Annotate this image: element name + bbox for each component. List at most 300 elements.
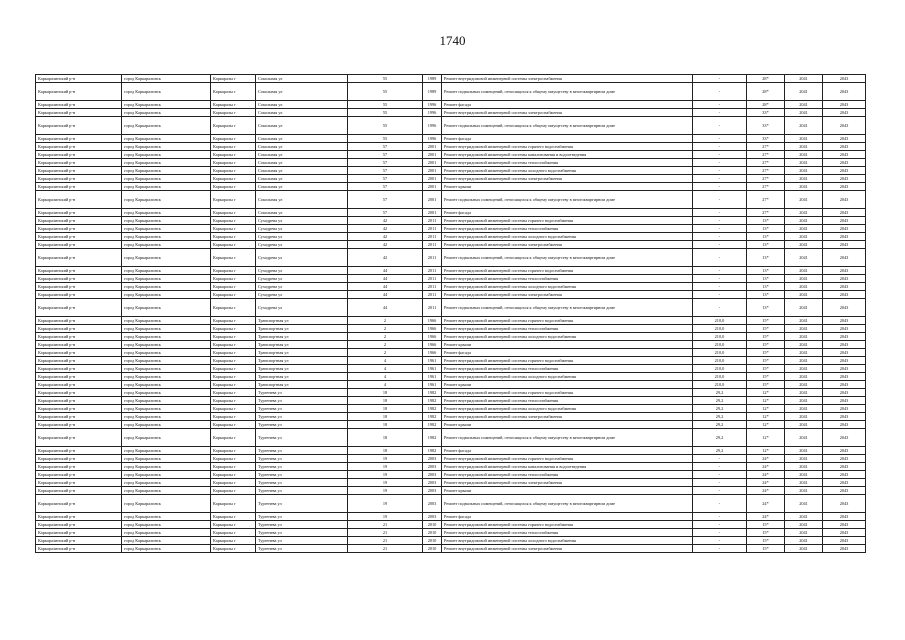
table-row	[36, 471, 866, 479]
cell-locality: город Каркаралинск	[122, 463, 211, 471]
cell-locality: город Каркаралинск	[122, 209, 211, 217]
cell-locality: город Каркаралинск	[122, 455, 211, 463]
cell-house: 55	[348, 109, 423, 117]
cell-city: Каркаралы г	[211, 299, 256, 317]
table-row	[36, 381, 866, 389]
cell-area: -	[693, 241, 747, 249]
cell-locality: город Каркаралинск	[122, 233, 211, 241]
cell-area: 210,0	[693, 333, 747, 341]
cell-work-type: Ремонт внутридомовой инженерной системы канализования и водоотведения	[442, 463, 693, 471]
cell-year: 2001	[423, 191, 442, 209]
cell-district: Каркаралинский р-н	[36, 325, 122, 333]
cell-year-end: 2043	[823, 537, 866, 545]
cell-work-type: Ремонт подвальных помещений, относящихся к общему имуществу в многоквартирном доме	[442, 117, 693, 135]
cell-mark: 12*	[747, 447, 785, 455]
cell-mark: 15*	[747, 381, 785, 389]
cell-year: 2001	[423, 151, 442, 159]
cell-district: Каркаралинский р-н	[36, 283, 122, 291]
cell-year-start: 2041	[785, 217, 823, 225]
table-row	[36, 513, 866, 521]
cell-year-end: 2043	[823, 233, 866, 241]
cell-mark: 24*	[747, 463, 785, 471]
cell-street: Транспортная ул	[256, 333, 348, 341]
cell-city: Каркаралы г	[211, 117, 256, 135]
cell-year: 2011	[423, 299, 442, 317]
cell-year-end: 2043	[823, 209, 866, 217]
cell-house: 21	[348, 521, 423, 529]
table-row	[36, 537, 866, 545]
table-row	[36, 349, 866, 357]
cell-year: 1989	[423, 75, 442, 83]
cell-city: Каркаралы г	[211, 109, 256, 117]
cell-year: 2003	[423, 471, 442, 479]
cell-work-type: Ремонт фасада	[442, 209, 693, 217]
cell-house: 18	[348, 421, 423, 429]
cell-mark: 13*	[747, 225, 785, 233]
table-row	[36, 151, 866, 159]
cell-street: Сокольная ул	[256, 83, 348, 101]
cell-area: -	[693, 135, 747, 143]
cell-locality: город Каркаралинск	[122, 537, 211, 545]
table-row	[36, 167, 866, 175]
cell-year: 2003	[423, 479, 442, 487]
cell-district: Каркаралинский р-н	[36, 341, 122, 349]
cell-locality: город Каркаралинск	[122, 545, 211, 553]
cell-city: Каркаралы г	[211, 537, 256, 545]
cell-street: Транспортная ул	[256, 325, 348, 333]
cell-year-end: 2043	[823, 545, 866, 553]
cell-mark: 15*	[747, 545, 785, 553]
cell-mark: 13*	[747, 291, 785, 299]
table-row	[36, 365, 866, 373]
cell-locality: город Каркаралинск	[122, 373, 211, 381]
cell-area: 210,0	[693, 357, 747, 365]
cell-district: Каркаралинский р-н	[36, 373, 122, 381]
cell-locality: город Каркаралинск	[122, 529, 211, 537]
cell-area: 29,2	[693, 447, 747, 455]
table-row	[36, 397, 866, 405]
cell-year: 1966	[423, 317, 442, 325]
cell-district: Каркаралинский р-н	[36, 357, 122, 365]
cell-city: Каркаралы г	[211, 275, 256, 283]
cell-year: 2011	[423, 217, 442, 225]
cell-locality: город Каркаралинск	[122, 341, 211, 349]
table-row	[36, 405, 866, 413]
cell-district: Каркаралинский р-н	[36, 151, 122, 159]
cell-year: 1996	[423, 109, 442, 117]
table-row	[36, 317, 866, 325]
cell-year-end: 2043	[823, 521, 866, 529]
cell-house: 57	[348, 183, 423, 191]
cell-street: Сокольная ул	[256, 151, 348, 159]
cell-area: 210,0	[693, 317, 747, 325]
cell-house: 18	[348, 413, 423, 421]
cell-year-end: 2043	[823, 283, 866, 291]
cell-locality: город Каркаралинск	[122, 283, 211, 291]
cell-city: Каркаралы г	[211, 283, 256, 291]
table-row	[36, 545, 866, 553]
cell-mark: 12*	[747, 429, 785, 447]
cell-locality: город Каркаралинск	[122, 183, 211, 191]
cell-district: Каркаралинский р-н	[36, 275, 122, 283]
cell-street: Тургенева ул	[256, 413, 348, 421]
cell-house: 2	[348, 349, 423, 357]
cell-house: 57	[348, 175, 423, 183]
cell-year-start: 2041	[785, 75, 823, 83]
table-row	[36, 479, 866, 487]
page-number: 1740	[439, 33, 466, 48]
cell-house: 57	[348, 191, 423, 209]
cell-area: -	[693, 225, 747, 233]
cell-locality: город Каркаралинск	[122, 317, 211, 325]
cell-locality: город Каркаралинск	[122, 151, 211, 159]
cell-mark: 12*	[747, 421, 785, 429]
cell-city: Каркаралы г	[211, 341, 256, 349]
cell-year-start: 2041	[785, 471, 823, 479]
cell-district: Каркаралинский р-н	[36, 101, 122, 109]
cell-street: Тургенева ул	[256, 471, 348, 479]
cell-city: Каркаралы г	[211, 101, 256, 109]
cell-city: Каркаралы г	[211, 183, 256, 191]
cell-locality: город Каркаралинск	[122, 325, 211, 333]
cell-work-type: Ремонт внутридомовой инженерной системы электроснабжения	[442, 413, 693, 421]
cell-house: 57	[348, 143, 423, 151]
cell-district: Каркаралинский р-н	[36, 317, 122, 325]
table-row	[36, 233, 866, 241]
cell-year-end: 2043	[823, 487, 866, 495]
cell-district: Каркаралинский р-н	[36, 249, 122, 267]
cell-locality: город Каркаралинск	[122, 521, 211, 529]
cell-city: Каркаралы г	[211, 241, 256, 249]
cell-area: -	[693, 537, 747, 545]
cell-mark: 33*	[747, 117, 785, 135]
cell-year-start: 2041	[785, 349, 823, 357]
cell-locality: город Каркаралинск	[122, 75, 211, 83]
cell-mark: 33*	[747, 135, 785, 143]
cell-house: 44	[348, 291, 423, 299]
table-row	[36, 333, 866, 341]
cell-mark: 15*	[747, 373, 785, 381]
cell-work-type: Ремонт фасада	[442, 513, 693, 521]
cell-year-start: 2041	[785, 241, 823, 249]
cell-work-type: Ремонт внутридомовой инженерной системы электроснабжения	[442, 479, 693, 487]
cell-locality: город Каркаралинск	[122, 101, 211, 109]
cell-work-type: Ремонт внутридомовой инженерной системы теплоснабжения	[442, 365, 693, 373]
cell-year-start: 2041	[785, 291, 823, 299]
cell-city: Каркаралы г	[211, 487, 256, 495]
cell-year-start: 2041	[785, 447, 823, 455]
cell-locality: город Каркаралинск	[122, 471, 211, 479]
cell-street: Суходрева ул	[256, 283, 348, 291]
cell-district: Каркаралинский р-н	[36, 545, 122, 553]
cell-area: -	[693, 143, 747, 151]
cell-locality: город Каркаралинск	[122, 249, 211, 267]
cell-work-type: Ремонт внутридомовой инженерной системы горячего водоснабжения	[442, 521, 693, 529]
cell-street: Тургенева ул	[256, 463, 348, 471]
cell-street: Тургенева ул	[256, 495, 348, 513]
cell-district: Каркаралинский р-н	[36, 529, 122, 537]
cell-work-type: Ремонт подвальных помещений, относящихся к общему имуществу в многоквартирном доме	[442, 249, 693, 267]
cell-city: Каркаралы г	[211, 333, 256, 341]
cell-locality: город Каркаралинск	[122, 421, 211, 429]
cell-locality: город Каркаралинск	[122, 487, 211, 495]
cell-street: Тургенева ул	[256, 545, 348, 553]
cell-work-type: Ремонт внутридомовой инженерной системы электроснабжения	[442, 241, 693, 249]
cell-year: 1982	[423, 405, 442, 413]
cell-street: Суходрева ул	[256, 233, 348, 241]
cell-year-start: 2041	[785, 537, 823, 545]
cell-street: Суходрева ул	[256, 275, 348, 283]
cell-street: Транспортная ул	[256, 373, 348, 381]
cell-district: Каркаралинский р-н	[36, 117, 122, 135]
cell-area: 210,0	[693, 325, 747, 333]
cell-year: 1982	[423, 397, 442, 405]
cell-area: -	[693, 275, 747, 283]
cell-year-start: 2041	[785, 151, 823, 159]
cell-street: Тургенева ул	[256, 537, 348, 545]
cell-mark: 15*	[747, 365, 785, 373]
cell-year-start: 2041	[785, 225, 823, 233]
cell-year: 2003	[423, 487, 442, 495]
cell-street: Транспортная ул	[256, 317, 348, 325]
cell-street: Тургенева ул	[256, 397, 348, 405]
cell-year-start: 2041	[785, 317, 823, 325]
cell-house: 19	[348, 495, 423, 513]
cell-area: 29,2	[693, 413, 747, 421]
cell-city: Каркаралы г	[211, 373, 256, 381]
cell-city: Каркаралы г	[211, 381, 256, 389]
cell-area: -	[693, 109, 747, 117]
cell-year: 1982	[423, 429, 442, 447]
cell-area: -	[693, 495, 747, 513]
cell-year-end: 2043	[823, 83, 866, 101]
cell-year-start: 2041	[785, 521, 823, 529]
cell-year-end: 2043	[823, 167, 866, 175]
cell-street: Суходрева ул	[256, 267, 348, 275]
cell-house: 2	[348, 341, 423, 349]
cell-locality: город Каркаралинск	[122, 429, 211, 447]
cell-year: 2001	[423, 143, 442, 151]
cell-year-start: 2041	[785, 463, 823, 471]
cell-work-type: Ремонт фасада	[442, 447, 693, 455]
cell-city: Каркаралы г	[211, 447, 256, 455]
cell-street: Сокольная ул	[256, 175, 348, 183]
cell-area: -	[693, 117, 747, 135]
cell-district: Каркаралинский р-н	[36, 209, 122, 217]
cell-district: Каркаралинский р-н	[36, 217, 122, 225]
cell-mark: 12*	[747, 413, 785, 421]
cell-year-start: 2041	[785, 405, 823, 413]
cell-mark: 13*	[747, 217, 785, 225]
cell-year-end: 2043	[823, 267, 866, 275]
cell-street: Суходрева ул	[256, 291, 348, 299]
cell-year: 1982	[423, 421, 442, 429]
cell-year-end: 2043	[823, 317, 866, 325]
cell-year-start: 2041	[785, 283, 823, 291]
cell-city: Каркаралы г	[211, 267, 256, 275]
cell-house: 42	[348, 225, 423, 233]
table-row	[36, 217, 866, 225]
table-row	[36, 191, 866, 209]
cell-city: Каркаралы г	[211, 225, 256, 233]
cell-street: Тургенева ул	[256, 447, 348, 455]
cell-mark: 24*	[747, 495, 785, 513]
cell-year: 1961	[423, 357, 442, 365]
cell-city: Каркаралы г	[211, 135, 256, 143]
cell-area: -	[693, 191, 747, 209]
cell-year-start: 2041	[785, 117, 823, 135]
table-row	[36, 521, 866, 529]
cell-year-start: 2041	[785, 495, 823, 513]
cell-street: Сокольная ул	[256, 135, 348, 143]
cell-work-type: Ремонт подвальных помещений, относящихся к общему имуществу в многоквартирном доме	[442, 429, 693, 447]
cell-year: 2011	[423, 225, 442, 233]
cell-district: Каркаралинский р-н	[36, 413, 122, 421]
table-row	[36, 447, 866, 455]
table-row	[36, 159, 866, 167]
cell-street: Тургенева ул	[256, 421, 348, 429]
cell-mark: 15*	[747, 317, 785, 325]
cell-area: -	[693, 101, 747, 109]
table-row	[36, 325, 866, 333]
cell-district: Каркаралинский р-н	[36, 495, 122, 513]
cell-year-start: 2041	[785, 233, 823, 241]
cell-locality: город Каркаралинск	[122, 495, 211, 513]
cell-city: Каркаралы г	[211, 357, 256, 365]
cell-locality: город Каркаралинск	[122, 167, 211, 175]
cell-city: Каркаралы г	[211, 495, 256, 513]
cell-house: 19	[348, 513, 423, 521]
table-row	[36, 209, 866, 217]
cell-street: Сокольная ул	[256, 183, 348, 191]
cell-locality: город Каркаралинск	[122, 333, 211, 341]
cell-year-end: 2043	[823, 333, 866, 341]
cell-street: Сокольная ул	[256, 167, 348, 175]
cell-mark: 27*	[747, 167, 785, 175]
cell-district: Каркаралинский р-н	[36, 405, 122, 413]
cell-street: Суходрева ул	[256, 299, 348, 317]
cell-house: 18	[348, 429, 423, 447]
cell-city: Каркаралы г	[211, 413, 256, 421]
cell-locality: город Каркаралинск	[122, 405, 211, 413]
cell-year-end: 2043	[823, 183, 866, 191]
cell-district: Каркаралинский р-н	[36, 291, 122, 299]
cell-mark: 27*	[747, 209, 785, 217]
cell-city: Каркаралы г	[211, 455, 256, 463]
cell-city: Каркаралы г	[211, 365, 256, 373]
cell-area: 29,2	[693, 421, 747, 429]
cell-year: 2001	[423, 183, 442, 191]
cell-year-end: 2043	[823, 241, 866, 249]
cell-year-end: 2043	[823, 365, 866, 373]
cell-area: -	[693, 487, 747, 495]
cell-year-end: 2043	[823, 75, 866, 83]
cell-locality: город Каркаралинск	[122, 191, 211, 209]
cell-city: Каркаралы г	[211, 545, 256, 553]
cell-area: -	[693, 463, 747, 471]
cell-locality: город Каркаралинск	[122, 109, 211, 117]
cell-district: Каркаралинский р-н	[36, 75, 122, 83]
cell-work-type: Ремонт подвальных помещений, относящихся к общему имуществу в многоквартирном доме	[442, 83, 693, 101]
cell-year: 2011	[423, 291, 442, 299]
cell-street: Тургенева ул	[256, 479, 348, 487]
cell-year: 1966	[423, 349, 442, 357]
cell-district: Каркаралинский р-н	[36, 365, 122, 373]
cell-mark: 24*	[747, 455, 785, 463]
cell-house: 57	[348, 151, 423, 159]
cell-work-type: Ремонт фасада	[442, 349, 693, 357]
cell-year-end: 2043	[823, 479, 866, 487]
table-row	[36, 413, 866, 421]
cell-year-end: 2043	[823, 429, 866, 447]
cell-mark: 27*	[747, 191, 785, 209]
cell-district: Каркаралинский р-н	[36, 513, 122, 521]
cell-area: -	[693, 175, 747, 183]
table-row	[36, 429, 866, 447]
cell-city: Каркаралы г	[211, 325, 256, 333]
cell-street: Суходрева ул	[256, 241, 348, 249]
cell-street: Суходрева ул	[256, 249, 348, 267]
cell-city: Каркаралы г	[211, 167, 256, 175]
cell-work-type: Ремонт внутридомовой инженерной системы горячего водоснабжения	[442, 389, 693, 397]
cell-year-end: 2043	[823, 249, 866, 267]
table-row	[36, 357, 866, 365]
cell-locality: город Каркаралинск	[122, 143, 211, 151]
cell-street: Транспортная ул	[256, 365, 348, 373]
cell-area: 210,0	[693, 349, 747, 357]
cell-locality: город Каркаралинск	[122, 479, 211, 487]
cell-house: 55	[348, 117, 423, 135]
cell-mark: 13*	[747, 299, 785, 317]
cell-year-end: 2043	[823, 135, 866, 143]
cell-street: Тургенева ул	[256, 405, 348, 413]
cell-locality: город Каркаралинск	[122, 397, 211, 405]
cell-locality: город Каркаралинск	[122, 159, 211, 167]
cell-year-start: 2041	[785, 183, 823, 191]
cell-district: Каркаралинский р-н	[36, 175, 122, 183]
table-row	[36, 275, 866, 283]
cell-house: 44	[348, 299, 423, 317]
table-row	[36, 75, 866, 83]
cell-year-end: 2043	[823, 349, 866, 357]
cell-year-start: 2041	[785, 373, 823, 381]
cell-locality: город Каркаралинск	[122, 413, 211, 421]
cell-year-start: 2041	[785, 429, 823, 447]
cell-year: 2011	[423, 275, 442, 283]
table-row	[36, 241, 866, 249]
cell-area: 210,0	[693, 381, 747, 389]
cell-house: 57	[348, 167, 423, 175]
table-row	[36, 101, 866, 109]
cell-year: 2001	[423, 159, 442, 167]
cell-street: Тургенева ул	[256, 429, 348, 447]
cell-city: Каркаралы г	[211, 521, 256, 529]
cell-year-start: 2041	[785, 365, 823, 373]
cell-street: Сокольная ул	[256, 117, 348, 135]
cell-district: Каркаралинский р-н	[36, 191, 122, 209]
cell-area: -	[693, 529, 747, 537]
cell-house: 42	[348, 233, 423, 241]
cell-house: 18	[348, 405, 423, 413]
cell-year-start: 2041	[785, 249, 823, 267]
cell-year-start: 2041	[785, 421, 823, 429]
cell-district: Каркаралинский р-н	[36, 135, 122, 143]
cell-year-start: 2041	[785, 357, 823, 365]
cell-work-type: Ремонт крыши	[442, 421, 693, 429]
cell-mark: 28*	[747, 101, 785, 109]
cell-street: Тургенева ул	[256, 513, 348, 521]
cell-house: 2	[348, 317, 423, 325]
